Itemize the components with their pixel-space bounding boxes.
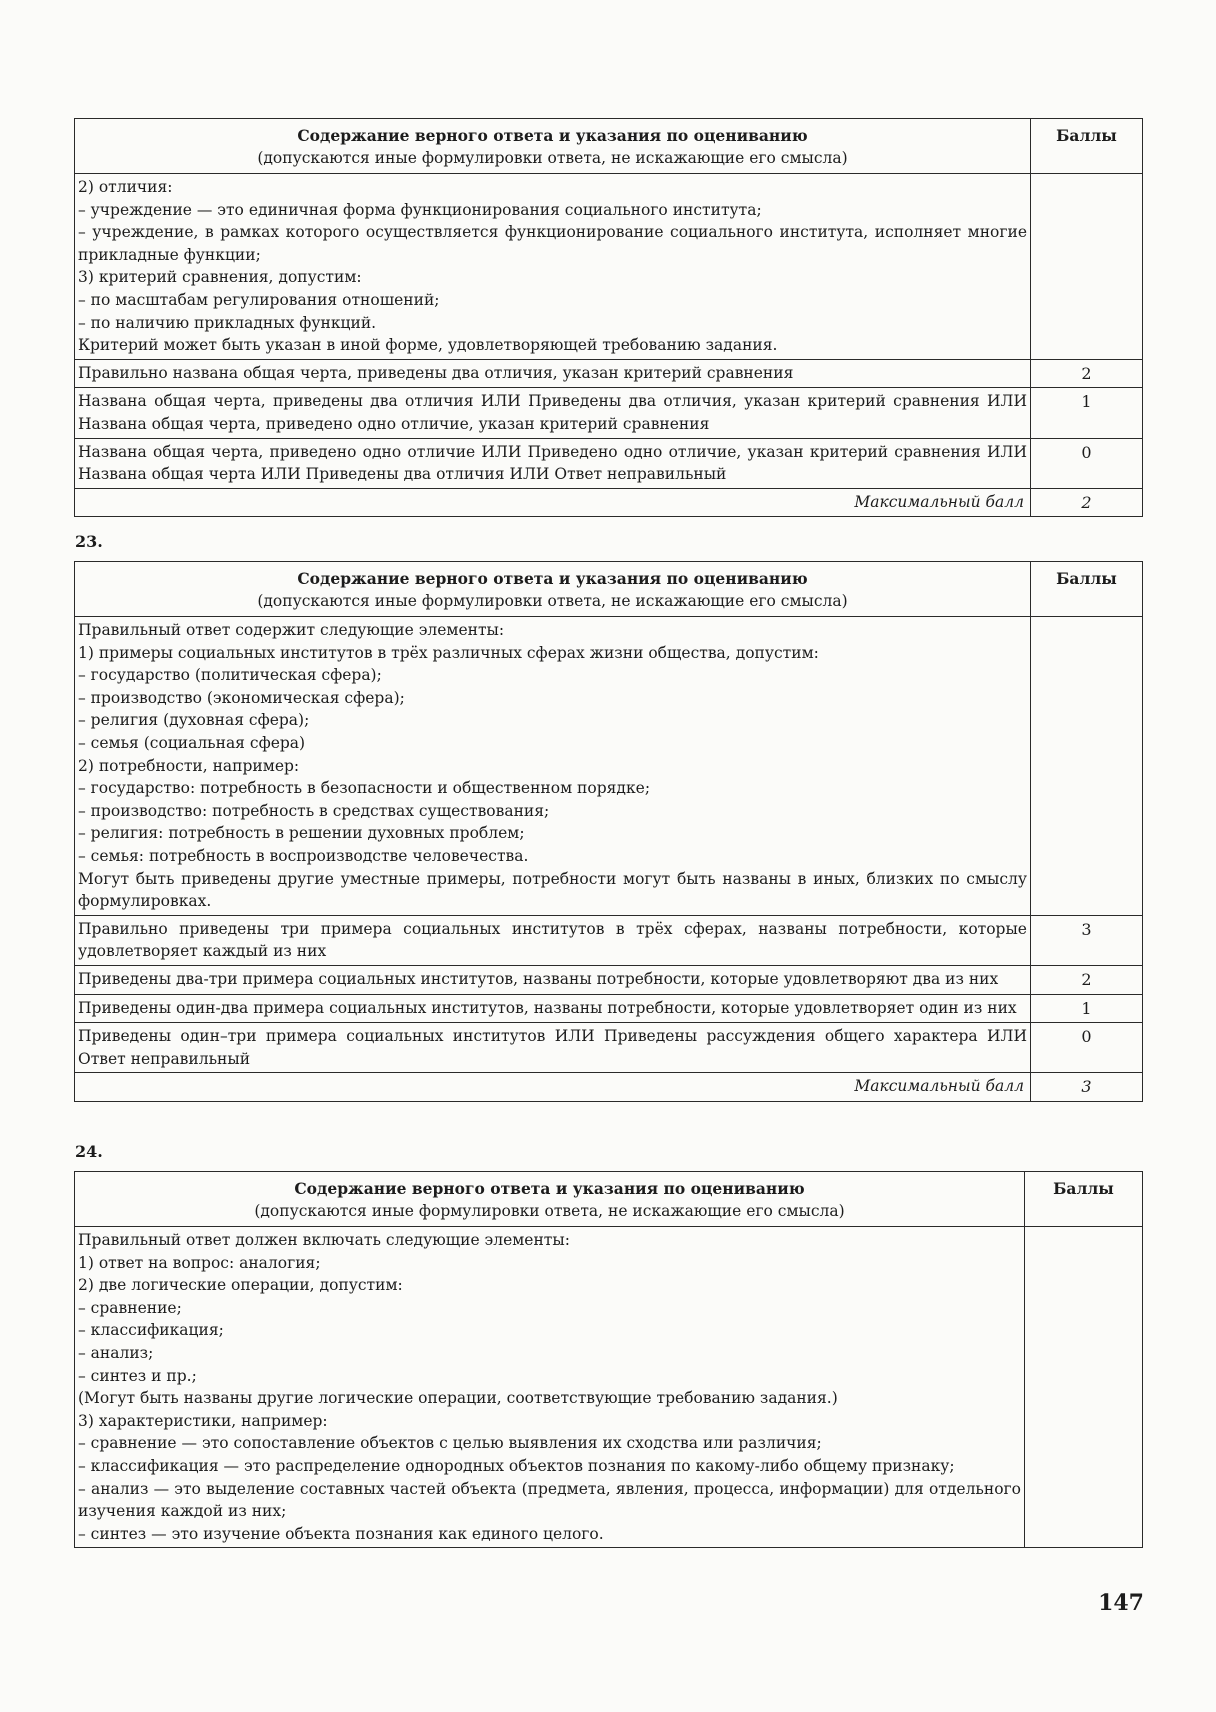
task22-table [74,118,1143,517]
criterion-score: 3 [1031,915,1143,965]
task24-number: 24. [75,1142,103,1161]
criterion-score: 2 [1031,359,1143,388]
criterion-text: Названа общая черта, приведены два отличия ИЛИ Приведены два отличия, указан критерий сравнения ИЛИ Названа общая черта, приведено одно отличие, указан критерий сравнения [75,388,1031,438]
content-line: – производство: потребность в средствах существования; [78,801,550,820]
content-line: – семья: потребность в воспроизводстве человечества. [78,846,529,865]
task24-table [74,1171,1143,1548]
criterion-row [75,1023,1143,1073]
content-line: 3) характеристики, например: [78,1411,328,1430]
content-line: Правильный ответ содержит следующие элементы: [78,621,505,639]
header-subtitle: (допускаются иные формулировки ответа, не искажающие его смысла) [257,592,848,610]
criterion-row [75,388,1143,438]
header-title: Содержание верного ответа и указания по оцениванию [297,126,808,145]
criterion-text: Правильно названа общая черта, приведены два отличия, указан критерий сравнения [75,359,1031,388]
content-line: – сравнение; [78,1298,182,1317]
content-line: – сравнение — это сопоставление объектов с целью выявления их сходства или различия; [78,1434,822,1453]
criterion-score: 0 [1031,1023,1143,1073]
max-score-value: 3 [1031,1073,1143,1102]
content-line: Критерий может быть указан в иной форме, удовлетворяющей требованию задания. [78,336,778,355]
criterion-row [75,359,1143,388]
content-line: – учреждение, в рамках которого осуществляется функционирование социального института, исполняет многие прикладные функции; [78,223,1027,264]
header-title: Содержание верного ответа и указания по оцениванию [294,1179,805,1198]
criterion-text: Правильно приведены три примера социальных институтов в трёх сферах, названы потребности, которые удовлетворяет каждый из них [75,915,1031,965]
content-line: – синтез и пр.; [78,1366,197,1385]
header-subtitle: (допускаются иные формулировки ответа, не искажающие его смысла) [254,1202,845,1220]
content-line: – по масштабам регулирования отношений; [78,290,440,309]
table-header [75,1172,1143,1227]
content-line: – семья (социальная сфера) [78,733,306,752]
table-header [75,119,1143,174]
criterion-text: Приведены один-два примера социальных институтов, названы потребности, которые удовлетворяет один из них [75,994,1031,1023]
content-line: – анализ — это выделение составных частей объекта (предмета, явления, процесса, информации) для отдельного изучения каждой из них; [78,1479,1021,1521]
content-line: – государство (политическая сфера); [78,666,382,685]
header-content-cell [75,1172,1025,1227]
answer-content [75,1227,1025,1548]
content-line: 1) ответ на вопрос: аналогия; [78,1253,321,1272]
criterion-text: Названа общая черта, приведено одно отличие ИЛИ Приведено одно отличие, указан критерий сравнения ИЛИ Названа общая черта ИЛИ Приведены два отличия ИЛИ Ответ неправильный [75,438,1031,488]
content-line: 2) потребности, например: [78,756,300,775]
max-score-row [75,1073,1143,1102]
table-header [75,562,1143,617]
empty-score-cell [1031,174,1143,360]
max-score-value: 2 [1031,488,1143,517]
criterion-score: 1 [1031,388,1143,438]
header-score-label: Баллы [1031,119,1143,174]
max-score-row [75,488,1143,517]
content-line: – анализ; [78,1343,154,1362]
criterion-row [75,438,1143,488]
header-subtitle: (допускаются иные формулировки ответа, не искажающие его смысла) [257,149,848,167]
page-number: 147 [1098,1590,1144,1616]
answer-content-row [75,174,1143,360]
header-content-cell [75,119,1031,174]
criterion-row [75,994,1143,1023]
task23-table [74,561,1143,1102]
content-line: – классификация — это распределение однородных объектов познания по какому-либо общему признаку; [78,1456,955,1475]
criterion-text: Приведены два-три примера социальных институтов, названы потребности, которые удовлетворяют два из них [75,965,1031,994]
criterion-score: 0 [1031,438,1143,488]
answer-content [75,617,1031,916]
answer-content-row [75,617,1143,916]
content-line: – классификация; [78,1321,224,1340]
max-score-label: Максимальный балл [75,1073,1031,1102]
content-line: – учреждение — это единичная форма функционирования социального института; [78,200,762,219]
content-line: 3) критерий сравнения, допустим: [78,268,362,287]
content-line: 2) две логические операции, допустим: [78,1276,403,1295]
content-line: 1) примеры социальных институтов в трёх различных сферах жизни общества, допустим: [78,643,819,662]
content-line: – производство (экономическая сфера); [78,688,405,707]
criterion-row [75,965,1143,994]
content-line: Могут быть приведены другие уместные примеры, потребности могут быть названы в иных, близких по смыслу формулировках. [78,869,1027,911]
max-score-label: Максимальный балл [75,488,1031,517]
empty-score-cell [1031,617,1143,916]
criterion-score: 1 [1031,994,1143,1023]
header-content-cell [75,562,1031,617]
answer-content-row [75,1227,1143,1548]
content-line: 2) отличия: [78,178,173,196]
criterion-score: 2 [1031,965,1143,994]
content-line: – синтез — это изучение объекта познания как единого целого. [78,1524,604,1543]
empty-score-cell [1025,1227,1143,1548]
criterion-text: Приведены один–три примера социальных институтов ИЛИ Приведены рассуждения общего характера ИЛИ Ответ неправильный [75,1023,1031,1073]
header-title: Содержание верного ответа и указания по оцениванию [297,569,808,588]
content-line: – религия (духовная сфера); [78,711,310,730]
header-score-label: Баллы [1031,562,1143,617]
content-line: (Могут быть названы другие логические операции, соответствующие требованию задания.) [78,1389,838,1408]
content-line: – по наличию прикладных функций. [78,313,377,332]
answer-content [75,174,1031,360]
content-line: – государство: потребность в безопасности и общественном порядке; [78,779,651,798]
content-line: – религия: потребность в решении духовных проблем; [78,824,525,843]
task23-number: 23. [75,532,103,551]
content-line: Правильный ответ должен включать следующие элементы: [78,1231,570,1249]
criterion-row [75,915,1143,965]
header-score-label: Баллы [1025,1172,1143,1227]
